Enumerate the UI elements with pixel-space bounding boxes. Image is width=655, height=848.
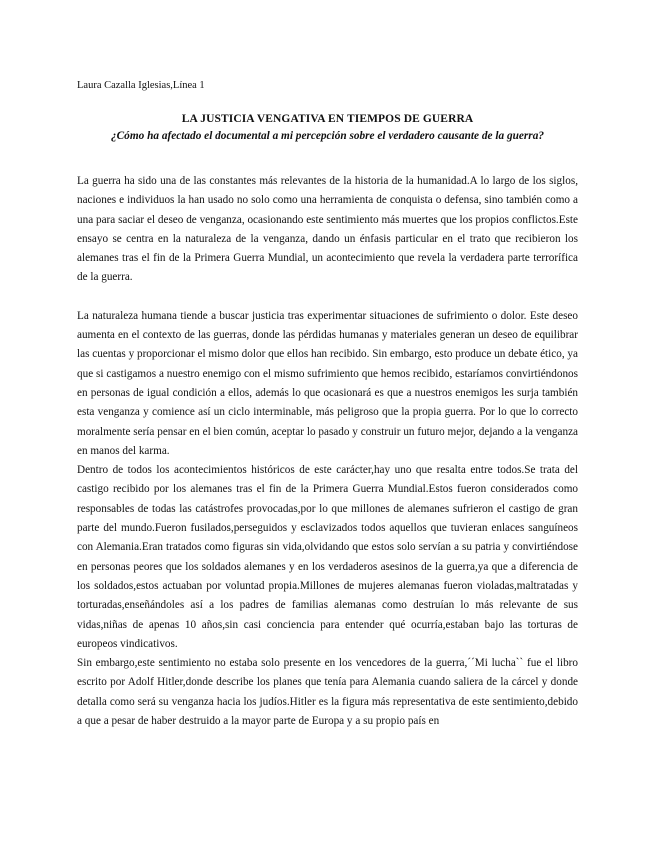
- essay-title: LA JUSTICIA VENGATIVA EN TIEMPOS DE GUERRA: [181, 113, 474, 125]
- essay-body: [77, 172, 578, 731]
- paragraph-2: La naturaleza humana tiende a buscar justicia tras experimentar situaciones de sufrimiento o dolor. Este deseo aumenta en el contexto de las guerras, donde las pérdidas humanas y materiales generan un deseo de equilibrar las cuentas y proporcionar el mismo dolor que ellos han recibido. Sin embargo, esto produce un debate ético, ya que si castigamos a nuestro enemigo con el mismo sufrimiento que hemos recibido, estaríamos convirtiéndonos en personas de igual condición a ellos, además lo que ocasionará es que a nuestros enemigos les surja también esta venganza y comience así un ciclo interminable, más peligroso que la propia guerra. Por lo que lo correcto moralmente sería pensar en el bien común, aceptar lo pasado y construir un futuro mejor, dejando a la venganza en manos del karma.: [77, 309, 578, 457]
- paragraph-1: La guerra ha sido una de las constantes más relevantes de la historia de la humanidad.A lo largo de los siglos, naciones e individuos la han usado no solo como una herramienta de conquista o defensa, sino también como a una para saciar el deseo de venganza, ocasionando este sentimiento más muertes que los propios conflictos.Este ensayo se centra en la naturaleza de la venganza, dando un énfasis particular en el trato que recibieron los alemanes tras el fin de la Primera Guerra Mundial, un acontecimiento que revela la verdadera parte terrorífica de la guerra.: [77, 175, 578, 284]
- author-line: Laura Cazalla Iglesias,Línea 1: [77, 80, 205, 91]
- paragraph-3: Dentro de todos los acontecimientos históricos de este carácter,hay uno que resalta entre todos.Se trata del castigo recibido por los alemanes tras el fin de la Primera Guerra Mundial.Estos fueron considerados como responsables de todas las catástrofes provocadas,por lo que millones de alemanes sufrieron el castigo de gran parte del mundo.Fueron fusilados,perseguidos y esclavizados todos aquellos que tuvieran enlaces sanguíneos con Alemania.Eran tratados como figuras sin vida,olvidando que estos solo servían a su patria y convirtiéndose en personas peores que los soldados alemanes y en los verdaderos asesinos de la guerra,ya que a diferencia de los soldados,estos actuaban por voluntad propia.Millones de mujeres alemanas fueron violadas,maltratadas y torturadas,enseñándoles así a los padres de familias alemanas como destruían lo más relevante de sus vidas,niñas de apenas 10 años,sin casi conciencia para entender qué ocurría,estaban bajo las torturas de europeos vindicativos.: [77, 464, 578, 650]
- essay-subtitle: ¿Cómo ha afectado el documental a mi percepción sobre el verdadero causante de la guerra?: [110, 130, 544, 142]
- paragraph-4: Sin embargo,este sentimiento no estaba solo presente en los vencedores de la guerra,´´Mi lucha`` fue el libro escrito por Adolf Hitler,donde describe los planes que tenía para Alemania cuando saliera de la cárcel y donde detalla como será su venganza hacia los judíos.Hitler es la figura más representativa de este sentimiento,debido a que a pesar de haber destruido a la mayor parte de Europa y a su propio país en: [77, 657, 578, 728]
